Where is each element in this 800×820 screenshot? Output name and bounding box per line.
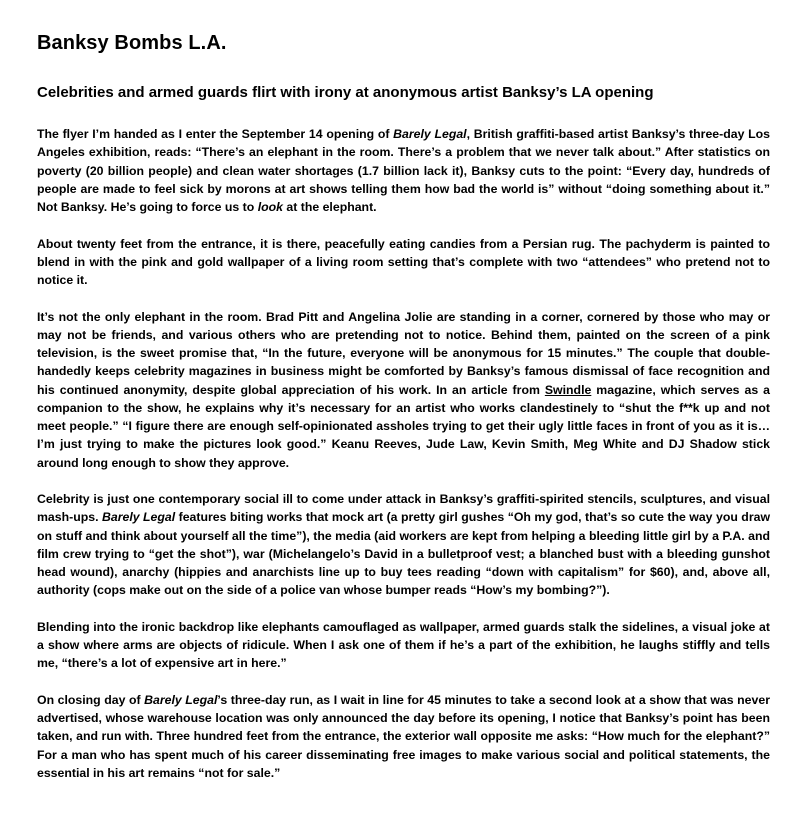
italic-title-text: look (257, 200, 283, 214)
paragraph-1 (37, 125, 770, 216)
article-body (37, 125, 770, 782)
paragraph-3 (37, 308, 770, 472)
paragraph-text: On closing day of (37, 692, 145, 707)
paragraph-text: It’s not the only elephant in the room. Brad Pitt and Angelina Jolie are standing in a corner, cornered by those who may or may not be friends, and various others who are pretending not to notice. Behind them, painted on the screen of a pink television, is the sweet promise that, “In the future, everyone will be anonymous for 15 minutes.” The couple that double-handedly keeps celebrity magazines in business might be comforted by Banksy’s famous dismissal of face recognition and his continued anonymity, despite global appreciation of his work. In an article from (37, 309, 770, 397)
paragraph-text: , British graffiti-based artist Banksy’s three-day Los Angeles exhibition, reads: “There’s an elephant in the room. There’s a problem that we never talk about.” After statistics on poverty (20 billion people) and clean water shortages (1.7 billion lack it), Banksy cuts to the point: “Every day, hundreds of people are made to feel sick by morons at art shows telling them how bad the world is” without “doing something about it.” Not Banksy. He’s going to force us to (37, 127, 770, 214)
paragraph-4 (37, 490, 770, 600)
article-subtitle: Celebrities and armed guards flirt with irony at anonymous artist Banksy’s LA opening (37, 84, 654, 101)
paragraph-5 (37, 618, 770, 673)
article (37, 30, 770, 782)
swindle-magazine-link[interactable]: Swindle (544, 382, 592, 397)
italic-title-text: Barely Legal (393, 127, 467, 141)
paragraph-text: About twenty feet from the entrance, it is there, peacefully eating candies from a Persian rug. The pachyderm is painted to blend in with the pink and gold wallpaper of a living room setting that’s complete with two “attendees” who pretend not to notice it. (37, 236, 770, 287)
paragraph-text: Celebrity is just one contemporary social ill to come under attack in Banksy’s graffiti-spirited stencils, sculptures, and visual mash-ups. (37, 492, 770, 525)
paragraph-text: The flyer I’m handed as I enter the September 14 opening of (37, 127, 394, 141)
italic-title-text: Barely Legal (144, 692, 218, 707)
italic-title-text: Barely Legal (101, 510, 176, 525)
article-title: Banksy Bombs L.A. (37, 32, 227, 54)
paragraph-text: Blending into the ironic backdrop like elephants camouflaged as wallpaper, armed guards stalk the sidelines, a visual joke at a show where arms are objects of ridicule. When I ask one of them if he’s a part of the exhibition, he laughs stiffly and tells me, “there’s a lot of expensive art in here.” (37, 619, 770, 671)
paragraph-text: at the elephant. (282, 200, 377, 214)
paragraph-text: ’s three-day run, as I wait in line for 45 minutes to take a second look at a show that was never advertised, whose warehouse location was only announced the day before its opening, I notice that Banksy’s point has been taken, and run with. Three hundred feet from the entrance, the exterior wall opposite me asks: “How much for the elephant?” For a man who has spent much of his career disseminating free images to make various social and political statements, the essential in his art remains “not for sale.” (37, 692, 770, 780)
paragraph-2 (37, 235, 770, 290)
paragraph-text: features biting works that mock art (a pretty girl gushes “Oh my god, that’s so cute the way you draw on stuff and think about yourself all the time”), the media (aid workers are kept from helping a bleeding little girl by a P.A. and film crew trying to “get the shot”), war (Michelangelo’s David in a bulletproof vest; a blanched bust with a bleeding gunshot head wound), anarchy (hippies and anarchists line up to buy tees reading “down with capitalism” for $60), and, above all, authority (cops make out on the side of a police van whose bumper reads “How’s my bombing?”). (37, 510, 771, 598)
paragraph-6 (37, 691, 770, 782)
paragraph-text: magazine, which serves as a companion to the show, he explains why it’s necessary for an artist who works clandestinely to “shut the f**k up and not meet people.” “I figure there are enough self-opinionated assholes trying to get their ugly little faces in front of you as it is… I’m just trying to make the pictures look good.” Keanu Reeves, Jude Law, Kevin Smith, Meg White and DJ Shadow stick around long enough to show they approve. (37, 382, 770, 470)
